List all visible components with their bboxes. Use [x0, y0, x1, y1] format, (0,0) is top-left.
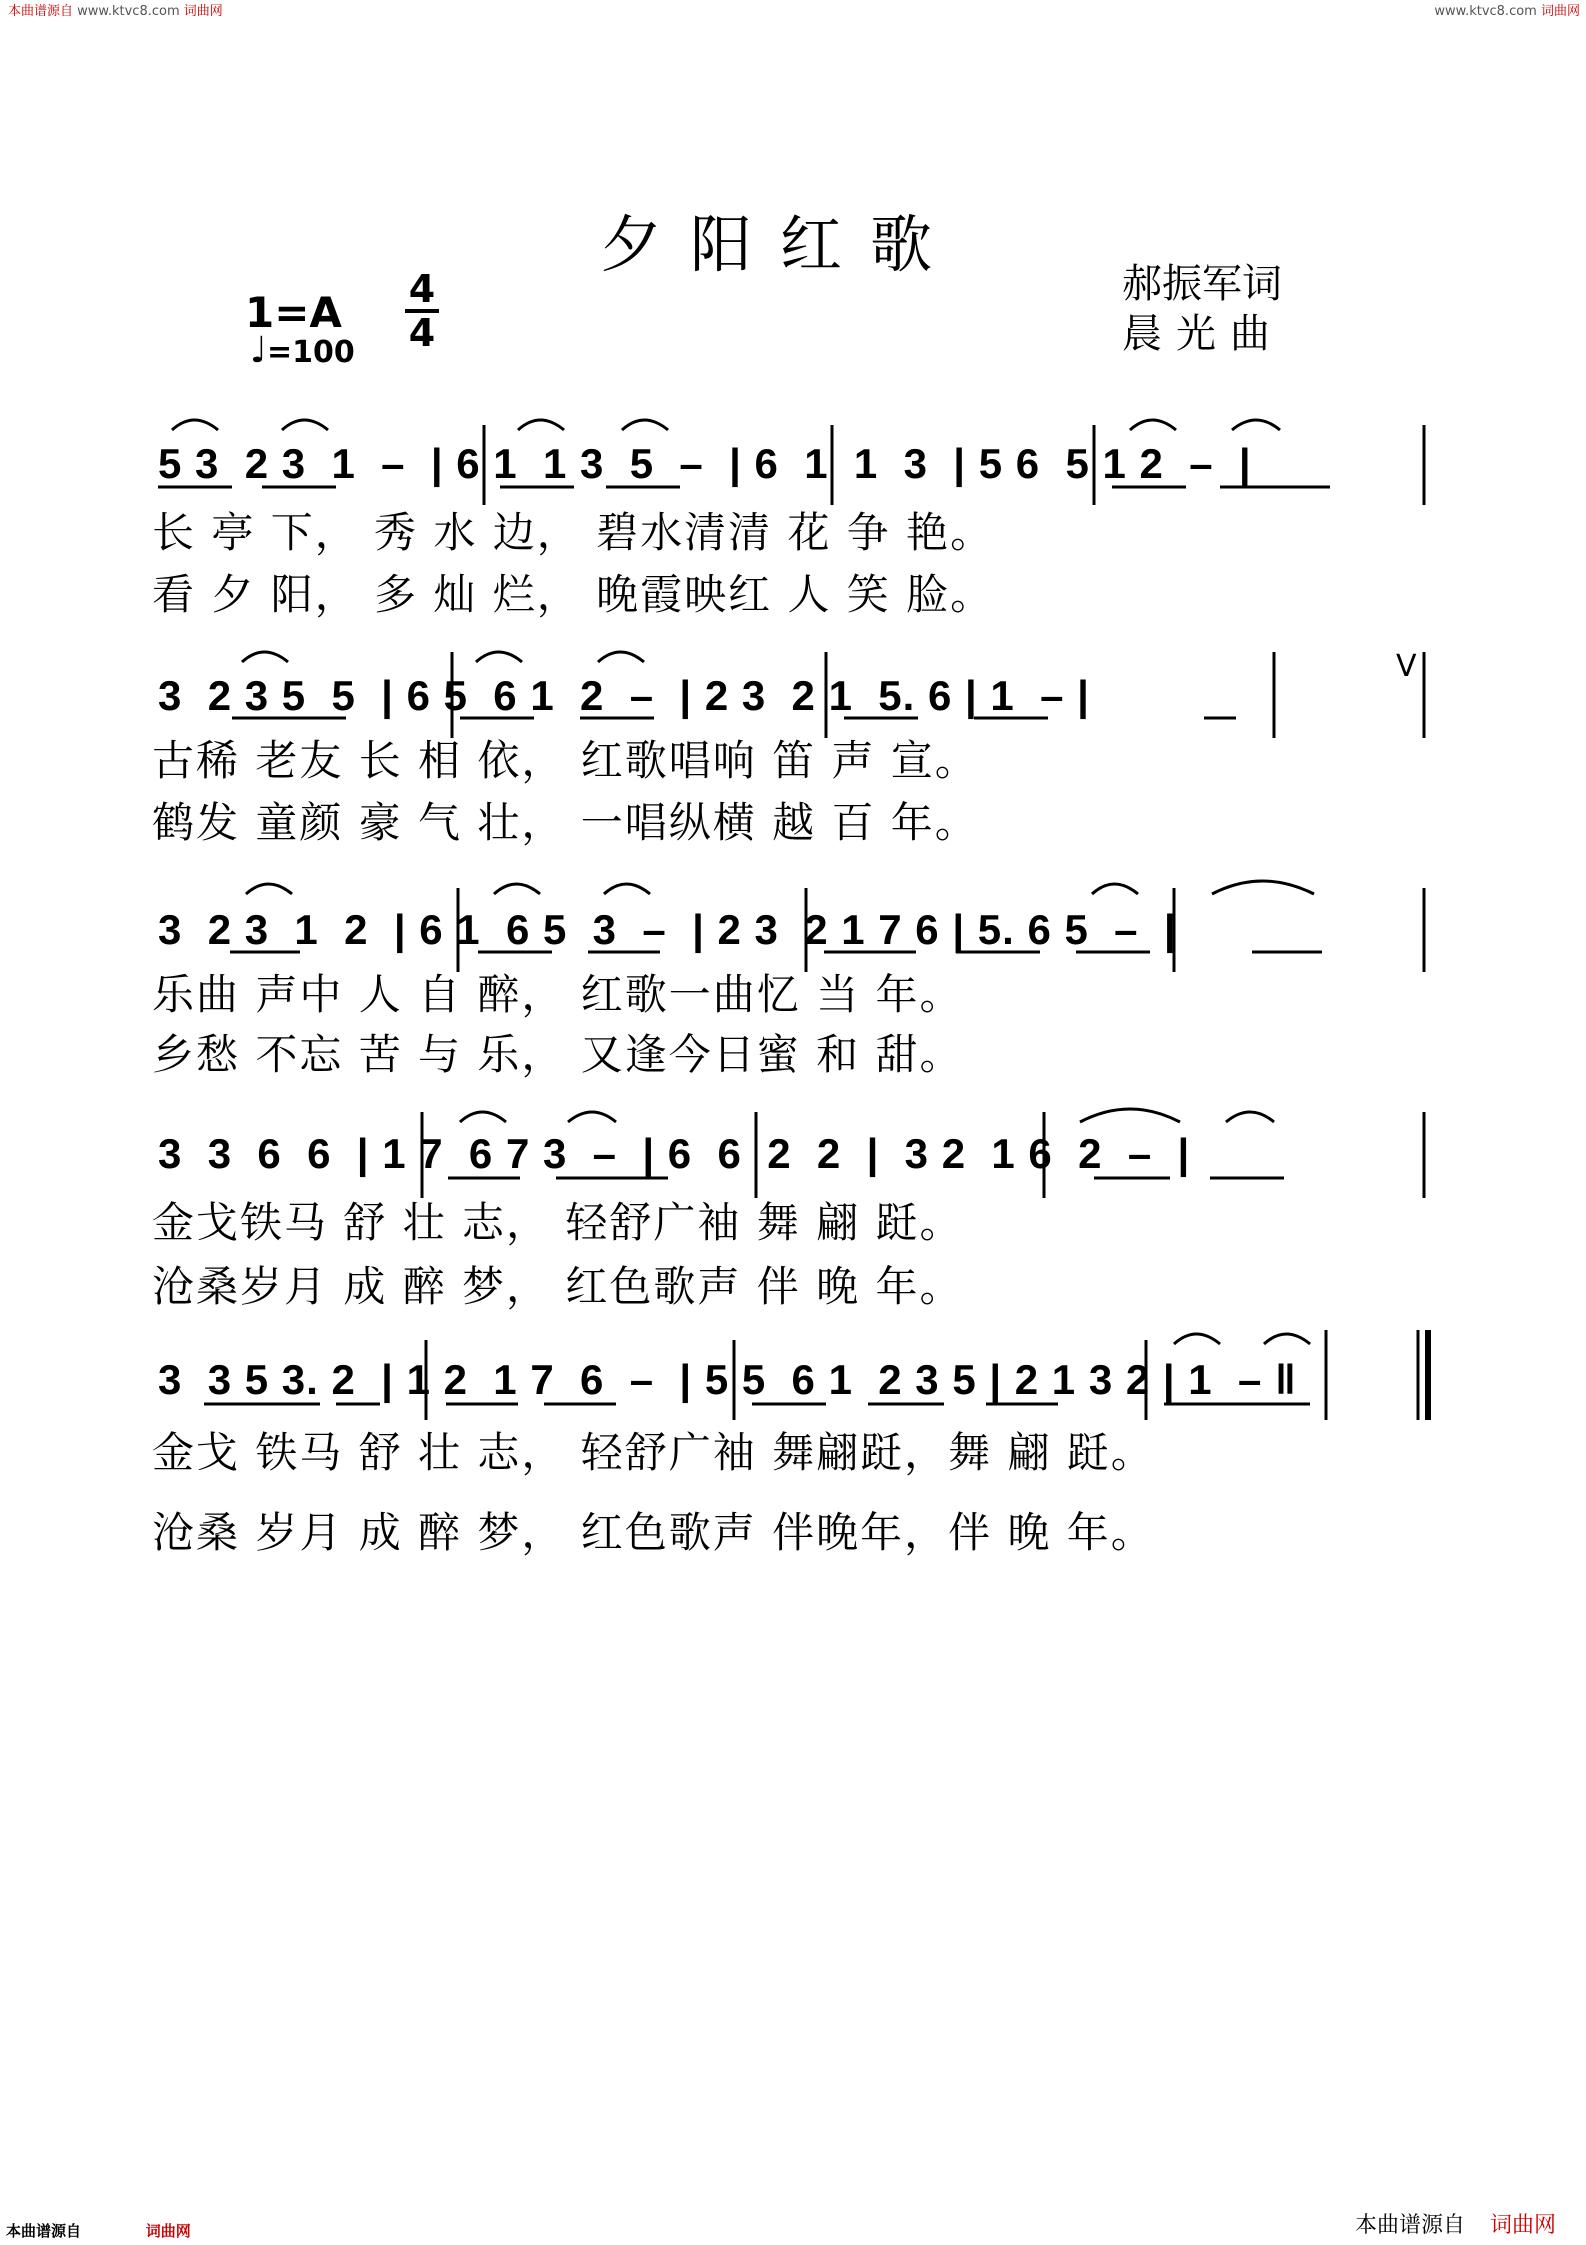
footer-source-right: [1355, 2208, 1556, 2239]
footer-source-left: [6, 2220, 191, 2241]
slur-mark: [242, 652, 288, 662]
slur-mark: [598, 652, 644, 662]
slur-mark: [246, 884, 292, 894]
slur-mark: [1232, 420, 1280, 430]
quarter-note-icon: ♩: [250, 330, 267, 371]
header-left-site: 本曲谱源自: [8, 4, 74, 19]
slur-mark: [172, 420, 218, 430]
footer-left-name[interactable]: 词曲网: [145, 2222, 191, 2240]
tempo-marking: [250, 330, 355, 371]
footer-left-site: 本曲谱源自: [6, 2222, 82, 2240]
time-signature: [405, 267, 439, 355]
footer-right-site: 本曲谱源自: [1354, 2213, 1465, 2238]
lyricist-credit: 郝振军词: [1122, 261, 1282, 307]
time-signature-top: 4: [408, 267, 436, 311]
slur-mark: [1130, 420, 1176, 430]
breath-mark-icon: V: [1396, 649, 1417, 684]
header-left-url[interactable]: www.ktvc8.com: [77, 4, 180, 19]
system-1-lyrics-verse-2: 看 夕 阳， 多 灿 烂， 晚霞映红 人 笑 脸。: [152, 570, 995, 619]
system-3-lyrics-verse-2: 乡愁 不忘 苦 与 乐， 又逢今日蜜 和 甜。: [152, 1030, 964, 1079]
system-4-notes: 3 3 6 6 | 1 7 6 7 3 – | 6 6 2 2 | 3 2 1 6 2 – |: [158, 1130, 1191, 1177]
slur-mark: [476, 652, 522, 662]
system-2-lyrics-verse-2: 鹤发 童颜 豪 气 壮， 一唱纵横 越 百 年。: [152, 798, 979, 847]
header-right-name: 词曲网: [1540, 4, 1580, 19]
system-5-lyrics-verse-1: 金戈 铁马 舒 壮 志， 轻舒广袖 舞翩跹，舞 翩 跹。: [152, 1428, 1155, 1477]
system-1-notes: 5 3 2 3 1 – | 6 1 1 3 5 – | 6 1 1 3 | 5 6 5 1 2 – |: [158, 440, 1252, 487]
key-signature: 1=A: [245, 288, 342, 337]
slur-mark: [622, 420, 668, 430]
system-5-lyrics-verse-2: 沧桑 岁月 成 醉 梦， 红色歌声 伴晚年，伴 晚 年。: [152, 1508, 1155, 1557]
system-3-lyrics-verse-1: 乐曲 声中 人 自 醉， 红歌一曲忆 当 年。: [152, 970, 964, 1019]
system-2-notes: 3 2 3 5 5 | 6 5 6 1 2 – | 2 3 2 1 5. 6 | 1 – |: [158, 672, 1090, 719]
system-1-lyrics-verse-1: 长 亭 下， 秀 水 边， 碧水清清 花 争 艳。: [152, 508, 995, 557]
slur-mark: [568, 1112, 616, 1122]
time-signature-bottom: 4: [408, 311, 436, 355]
system-5-notes: 3 3 5 3. 2 | 1 2 1 7 6 – | 5 5 6 1 2 3 5 | 2 1 3 2 | 1 – ‖: [158, 1356, 1297, 1403]
composer-credit: 晨光曲: [1122, 311, 1284, 357]
header-right-url[interactable]: www.ktvc8.com: [1434, 4, 1537, 19]
slur-mark: [1264, 1334, 1310, 1344]
slur-mark: [1212, 881, 1314, 894]
header-source-left: [8, 0, 223, 19]
header-left-name: 词曲网: [183, 4, 223, 19]
slur-mark: [604, 884, 650, 894]
system-4-lyrics-verse-2: 沧桑岁月 成 醉 梦， 红色歌声 伴 晚 年。: [152, 1262, 964, 1311]
header-source-right: [1434, 0, 1580, 19]
system-3-notes: 3 2 3 1 2 | 6 1 6 5 3 – | 2 3 2 1 7 6 | 5. 6 5 – |: [158, 906, 1177, 953]
footer-right-name[interactable]: 词曲网: [1489, 2213, 1556, 2238]
tempo-value: =100: [266, 335, 355, 370]
song-title: 夕阳红歌: [600, 208, 961, 281]
system-2-lyrics-verse-1: 古稀 老友 长 相 依， 红歌唱响 笛 声 宣。: [152, 736, 979, 785]
slur-mark: [1080, 1109, 1180, 1122]
slur-mark: [1226, 1112, 1274, 1122]
system-4-lyrics-verse-1: 金戈铁马 舒 壮 志， 轻舒广袖 舞 翩 跹。: [152, 1198, 964, 1247]
slur-mark: [1092, 884, 1138, 894]
slur-mark: [494, 884, 540, 894]
slur-mark: [282, 420, 328, 430]
slur-mark: [460, 1112, 506, 1122]
slur-mark: [518, 420, 564, 430]
slur-mark: [1174, 1334, 1220, 1344]
